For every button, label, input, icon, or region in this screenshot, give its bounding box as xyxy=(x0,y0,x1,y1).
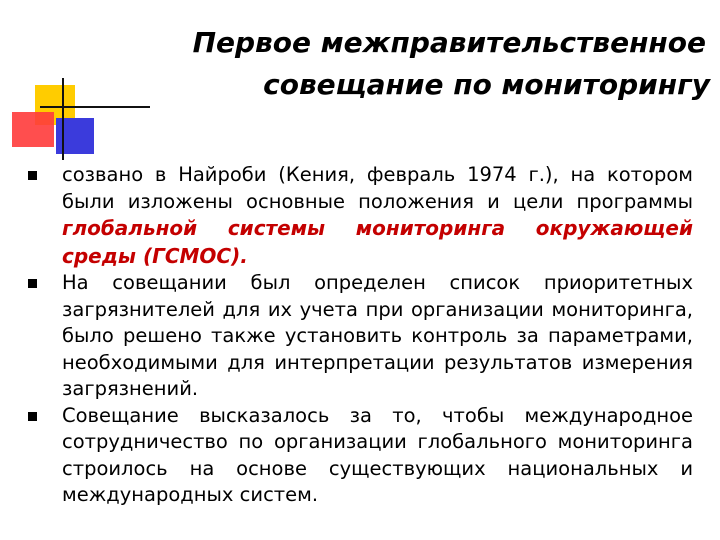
slide-title-line1: Первое межправительственное xyxy=(192,26,706,59)
slide-title-line2: совещание по мониторингу xyxy=(263,68,710,101)
bullet-highlight: глобальной системы мониторинга окружающей среды (ГСМОС). xyxy=(62,216,693,268)
bullet-text: созвано в Найроби (Кения, февраль 1974 г.), на котором были изложены основные положения и цели программы xyxy=(62,163,693,213)
square-bullet-icon xyxy=(28,412,37,421)
bullet-text: Совещание высказалось за то, чтобы международное сотрудничество по организации глобального мониторинга строилось на основе существующих национальных и международных систем. xyxy=(62,403,693,506)
list-item xyxy=(28,403,693,509)
slide-title xyxy=(150,22,710,106)
square-bullet-icon xyxy=(28,279,37,288)
list-item xyxy=(28,162,693,270)
bullet-text: На совещании был определен список приоритетных загрязнителей для их учета при организации мониторинга, было решено также установить контроль за параметрами, необходимыми для интерпретации результатов измерения загрязнений. xyxy=(62,271,693,400)
list-item xyxy=(28,270,693,403)
red-square xyxy=(12,112,54,147)
bullet-list xyxy=(28,162,693,509)
colored-squares-logo-icon xyxy=(0,0,130,170)
vertical-line xyxy=(62,78,64,160)
horizontal-line xyxy=(40,106,150,108)
square-bullet-icon xyxy=(28,171,37,180)
